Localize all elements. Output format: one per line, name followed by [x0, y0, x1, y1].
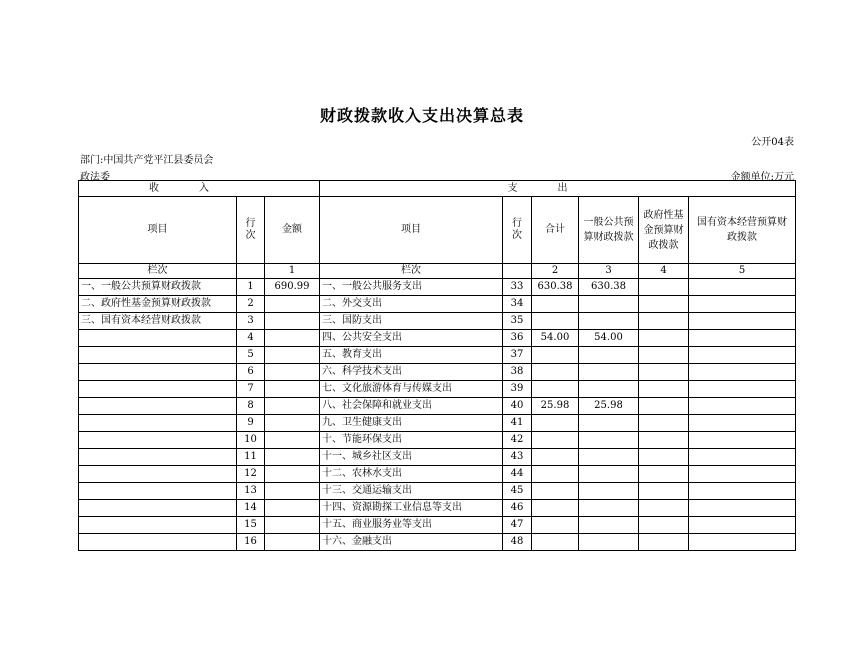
cell-in-amount: [265, 296, 320, 313]
cell-in-item: [79, 364, 237, 381]
cell-in-line: 11: [237, 449, 265, 466]
cell-in-amount: [265, 313, 320, 330]
table-row: [79, 415, 796, 432]
header-expense-line: 行次: [503, 197, 532, 264]
income-section-header: [79, 181, 320, 197]
header-expense-fund: 政府性基金预算财政拨款: [639, 197, 689, 264]
cell-in-line: 13: [237, 483, 265, 500]
cell-ex-general: [579, 296, 639, 313]
cell-ex-state: [689, 330, 796, 347]
cell-ex-line: 43: [503, 449, 532, 466]
table-row: [79, 449, 796, 466]
cell-in-item: 三、国有资本经营财政拨款: [79, 313, 237, 330]
cell-in-item: [79, 347, 237, 364]
cell-ex-total: [532, 432, 579, 449]
cell-ex-fund: [639, 534, 689, 551]
cell-in-item: [79, 330, 237, 347]
cell-ex-item: 十六、金融支出: [320, 534, 503, 551]
table-row: [79, 313, 796, 330]
cell-ex-general: [579, 483, 639, 500]
expense-section-header: [320, 181, 796, 197]
col-label-left: 栏次: [79, 264, 237, 279]
cell-in-line: 10: [237, 432, 265, 449]
cell-ex-fund: [639, 330, 689, 347]
cell-ex-fund: [639, 432, 689, 449]
cell-ex-fund: [639, 517, 689, 534]
cell-ex-general: [579, 466, 639, 483]
cell-ex-fund: [639, 449, 689, 466]
cell-in-line: 16: [237, 534, 265, 551]
cell-in-line: 6: [237, 364, 265, 381]
cell-ex-state: [689, 432, 796, 449]
cell-ex-item: 十三、交通运输支出: [320, 483, 503, 500]
cell-ex-state: [689, 364, 796, 381]
cell-ex-line: 47: [503, 517, 532, 534]
cell-ex-line: 46: [503, 500, 532, 517]
cell-in-line: 5: [237, 347, 265, 364]
cell-in-amount: [265, 449, 320, 466]
cell-ex-total: 630.38: [532, 279, 579, 296]
cell-ex-total: [532, 483, 579, 500]
cell-in-item: [79, 500, 237, 517]
cell-in-item: [79, 381, 237, 398]
cell-in-line: 7: [237, 381, 265, 398]
table-row: [79, 347, 796, 364]
cell-ex-general: [579, 432, 639, 449]
cell-ex-state: [689, 534, 796, 551]
cell-ex-general: [579, 449, 639, 466]
cell-ex-total: [532, 500, 579, 517]
cell-ex-general: [579, 415, 639, 432]
cell-in-amount: [265, 398, 320, 415]
col-number-2: 2: [532, 264, 579, 279]
cell-ex-item: 一、一般公共服务支出: [320, 279, 503, 296]
cell-ex-total: 25.98: [532, 398, 579, 415]
cell-in-amount: 690.99: [265, 279, 320, 296]
col-label-right: 栏次: [320, 264, 503, 279]
cell-ex-item: 十一、城乡社区支出: [320, 449, 503, 466]
cell-ex-state: [689, 398, 796, 415]
table-row: [79, 483, 796, 500]
budget-summary-table: [78, 180, 796, 551]
cell-in-amount: [265, 432, 320, 449]
cell-in-line: 8: [237, 398, 265, 415]
col-number-4: 4: [639, 264, 689, 279]
cell-ex-state: [689, 381, 796, 398]
cell-ex-total: [532, 534, 579, 551]
cell-ex-state: [689, 296, 796, 313]
cell-ex-fund: [639, 466, 689, 483]
column-number-row: [79, 264, 796, 279]
cell-ex-fund: [639, 347, 689, 364]
table-row: [79, 517, 796, 534]
cell-ex-fund: [639, 313, 689, 330]
cell-ex-fund: [639, 415, 689, 432]
header-expense-general: 一般公共预算财政拨款: [579, 197, 639, 264]
department-label: 部门:中国共产党平江县委员会: [80, 155, 214, 166]
cell-in-line: 3: [237, 313, 265, 330]
cell-in-line: 14: [237, 500, 265, 517]
cell-ex-line: 37: [503, 347, 532, 364]
cell-in-amount: [265, 534, 320, 551]
cell-ex-fund: [639, 364, 689, 381]
cell-ex-general: 630.38: [579, 279, 639, 296]
page-title: 财政拨款收入支出决算总表: [319, 106, 524, 125]
cell-in-item: 二、政府性基金预算财政拨款: [79, 296, 237, 313]
cell-ex-item: 二、外交支出: [320, 296, 503, 313]
cell-ex-total: [532, 364, 579, 381]
cell-ex-line: 45: [503, 483, 532, 500]
table-row: [79, 432, 796, 449]
cell-in-line: 15: [237, 517, 265, 534]
cell-ex-total: [532, 466, 579, 483]
cell-ex-line: 48: [503, 534, 532, 551]
cell-ex-item: 十四、资源勘探工业信息等支出: [320, 500, 503, 517]
cell-in-item: [79, 415, 237, 432]
cell-ex-general: 54.00: [579, 330, 639, 347]
cell-ex-item: 十二、农林水支出: [320, 466, 503, 483]
cell-ex-line: 39: [503, 381, 532, 398]
cell-ex-general: [579, 313, 639, 330]
table-row: [79, 296, 796, 313]
cell-in-line: 2: [237, 296, 265, 313]
cell-ex-fund: [639, 279, 689, 296]
cell-in-amount: [265, 381, 320, 398]
cell-ex-total: [532, 449, 579, 466]
cell-ex-state: [689, 483, 796, 500]
header-income-item: 项目: [79, 197, 237, 264]
cell-ex-fund: [639, 483, 689, 500]
cell-in-item: [79, 449, 237, 466]
cell-in-item: [79, 534, 237, 551]
cell-ex-total: [532, 313, 579, 330]
cell-ex-general: 25.98: [579, 398, 639, 415]
table-row: [79, 330, 796, 347]
cell-ex-state: [689, 466, 796, 483]
cell-in-line: 1: [237, 279, 265, 296]
cell-in-amount: [265, 517, 320, 534]
col-number-5: 5: [689, 264, 796, 279]
cell-ex-item: 十五、商业服务业等支出: [320, 517, 503, 534]
cell-ex-item: 十、节能环保支出: [320, 432, 503, 449]
cell-ex-state: [689, 500, 796, 517]
cell-ex-state: [689, 449, 796, 466]
cell-ex-total: [532, 347, 579, 364]
cell-in-amount: [265, 466, 320, 483]
cell-ex-line: 36: [503, 330, 532, 347]
cell-in-item: 一、一般公共预算财政拨款: [79, 279, 237, 296]
cell-ex-total: [532, 517, 579, 534]
cell-in-amount: [265, 483, 320, 500]
header-expense-total: 合计: [532, 197, 579, 264]
header-expense-state: 国有资本经营预算财政拨款: [689, 197, 796, 264]
cell-ex-state: [689, 347, 796, 364]
cell-ex-item: 四、公共安全支出: [320, 330, 503, 347]
cell-ex-line: 42: [503, 432, 532, 449]
table-body: [79, 279, 796, 551]
cell-ex-line: 41: [503, 415, 532, 432]
cell-in-item: [79, 432, 237, 449]
cell-in-amount: [265, 347, 320, 364]
cell-ex-line: 44: [503, 466, 532, 483]
cell-in-line: 9: [237, 415, 265, 432]
col-blank: [237, 264, 265, 279]
cell-ex-general: [579, 347, 639, 364]
cell-in-amount: [265, 415, 320, 432]
header-income-line: 行次: [237, 197, 265, 264]
table-row: [79, 364, 796, 381]
cell-in-amount: [265, 330, 320, 347]
cell-ex-fund: [639, 398, 689, 415]
table-row: [79, 279, 796, 296]
table-row: [79, 500, 796, 517]
table-row: [79, 466, 796, 483]
cell-ex-total: 54.00: [532, 330, 579, 347]
cell-in-item: [79, 517, 237, 534]
cell-in-line: 4: [237, 330, 265, 347]
section-header-row: [79, 181, 796, 197]
cell-ex-line: 35: [503, 313, 532, 330]
cell-ex-fund: [639, 296, 689, 313]
cell-ex-state: [689, 517, 796, 534]
cell-ex-item: 五、教育支出: [320, 347, 503, 364]
cell-ex-line: 40: [503, 398, 532, 415]
cell-ex-item: 八、社会保障和就业支出: [320, 398, 503, 415]
cell-ex-line: 33: [503, 279, 532, 296]
cell-ex-line: 38: [503, 364, 532, 381]
form-number: 公开04表: [751, 137, 794, 148]
cell-ex-general: [579, 364, 639, 381]
cell-ex-general: [579, 534, 639, 551]
cell-ex-item: 六、科学技术支出: [320, 364, 503, 381]
cell-in-item: [79, 483, 237, 500]
expense-section-label: 支出: [507, 182, 608, 194]
header-expense-item: 项目: [320, 197, 503, 264]
header-income-amount: 金额: [265, 197, 320, 264]
income-section-label: 收入: [149, 182, 249, 194]
cell-ex-total: [532, 381, 579, 398]
amount-unit-label: 金额单位:万元: [730, 172, 794, 183]
cell-in-item: [79, 466, 237, 483]
cell-ex-general: [579, 381, 639, 398]
cell-ex-fund: [639, 381, 689, 398]
cell-ex-line: 34: [503, 296, 532, 313]
cell-ex-state: [689, 313, 796, 330]
col-number-1: 1: [265, 264, 320, 279]
table-row: [79, 381, 796, 398]
cell-ex-state: [689, 279, 796, 296]
cell-ex-total: [532, 415, 579, 432]
cell-in-item: [79, 398, 237, 415]
table-row: [79, 534, 796, 551]
cell-ex-item: 三、国防支出: [320, 313, 503, 330]
cell-ex-state: [689, 415, 796, 432]
cell-ex-fund: [639, 500, 689, 517]
column-header-row: [79, 197, 796, 264]
cell-ex-general: [579, 517, 639, 534]
cell-ex-item: 九、卫生健康支出: [320, 415, 503, 432]
organization-label: 政法委: [80, 172, 110, 183]
cell-in-line: 12: [237, 466, 265, 483]
cell-ex-item: 七、文化旅游体育与传媒支出: [320, 381, 503, 398]
cell-in-amount: [265, 500, 320, 517]
col-blank-2: [503, 264, 532, 279]
col-number-3: 3: [579, 264, 639, 279]
table-row: [79, 398, 796, 415]
cell-in-amount: [265, 364, 320, 381]
cell-ex-general: [579, 500, 639, 517]
cell-ex-total: [532, 296, 579, 313]
